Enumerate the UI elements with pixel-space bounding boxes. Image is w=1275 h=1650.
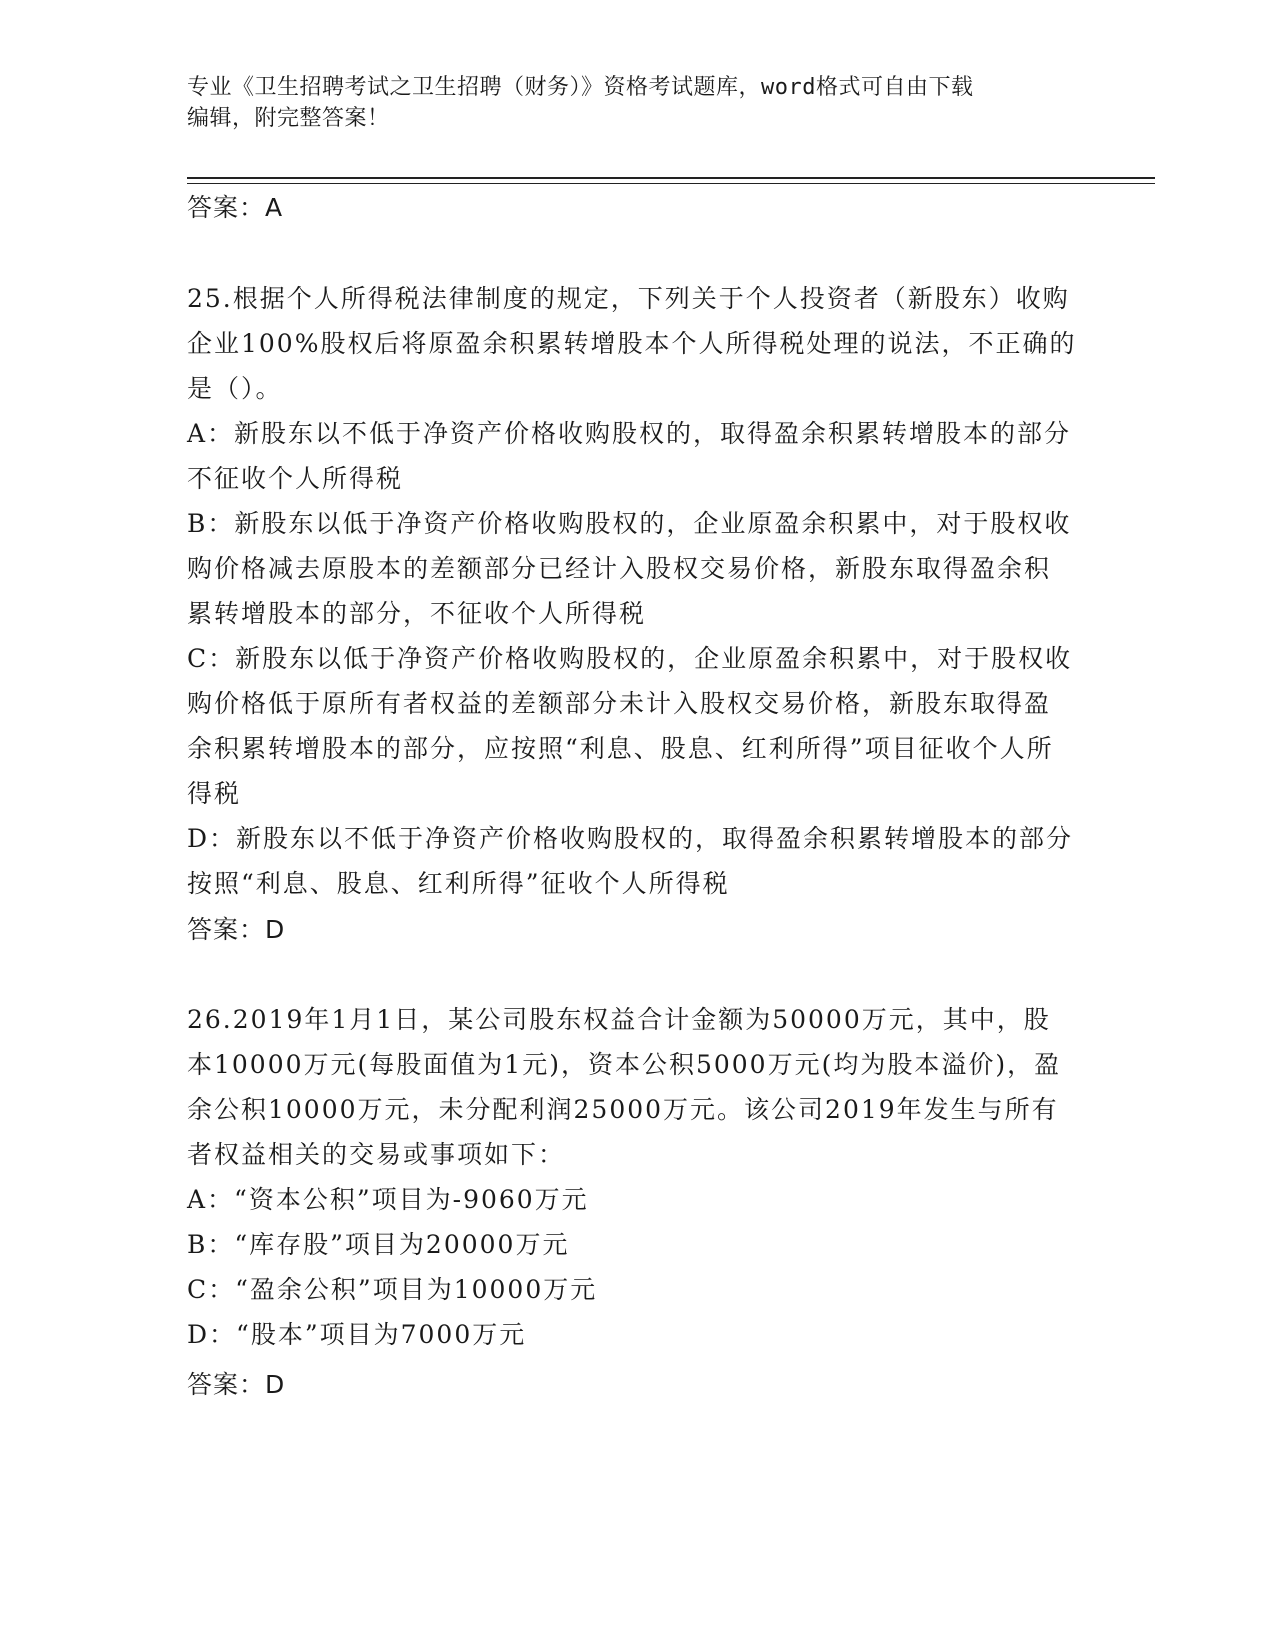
document-header — [187, 72, 1067, 134]
answer-25: 答案：D — [187, 915, 286, 944]
header-line-2: 编辑，附完整答案！ — [187, 106, 390, 131]
option-c: C：“盈余公积”项目为10000万元 — [187, 1275, 598, 1304]
header-line-1: 专业《卫生招聘考试之卫生招聘（财务）》资格考试题库，word格式可自由下载 — [187, 75, 974, 100]
answer-26: 答案：D — [187, 1370, 286, 1399]
header-rule-thin — [187, 183, 1155, 184]
option-a: A：“资本公积”项目为-9060万元 — [187, 1185, 589, 1214]
option-c: C：新股东以低于净资产价格收购股权的，企业原盈余积累中，对于股权收购价格低于原所有者权益的差额部分未计入股权交易价格，新股东取得盈余积累转增股本的部分，应按照“利息、股息、红利所得”项目征收个人所得税 — [187, 644, 1073, 808]
question-stem: 26.2019年1月1日，某公司股东权益合计金额为50000万元，其中，股本10000万元(每股面值为1元)，资本公积5000万元(均为股本溢价)，盈余公积10000万元，未分配利润25000万元。该公司2019年发生与所有者权益相关的交易或事项如下： — [187, 1005, 1062, 1169]
option-d: D：“股本”项目为7000万元 — [187, 1320, 527, 1349]
answer-prev: 答案：A — [187, 193, 284, 222]
question-25 — [187, 276, 1077, 906]
question-stem: 25.根据个人所得税法律制度的规定，下列关于个人投资者（新股东）收购企业100%股权后将原盈余积累转增股本个人所得税处理的说法，不正确的是（）。 — [187, 284, 1077, 403]
option-d: D：新股东以不低于净资产价格收购股权的，取得盈余积累转增股本的部分按照“利息、股息、红利所得”征收个人所得税 — [187, 824, 1074, 898]
question-26 — [187, 997, 1077, 1357]
header-rule-thick — [187, 177, 1155, 179]
option-b: B：新股东以低于净资产价格收购股权的，企业原盈余积累中，对于股权收购价格减去原股本的差额部分已经计入股权交易价格，新股东取得盈余积累转增股本的部分，不征收个人所得税 — [187, 509, 1072, 628]
option-a: A：新股东以不低于净资产价格收购股权的，取得盈余积累转增股本的部分不征收个人所得税 — [187, 419, 1072, 493]
option-b: B：“库存股”项目为20000万元 — [187, 1230, 570, 1259]
